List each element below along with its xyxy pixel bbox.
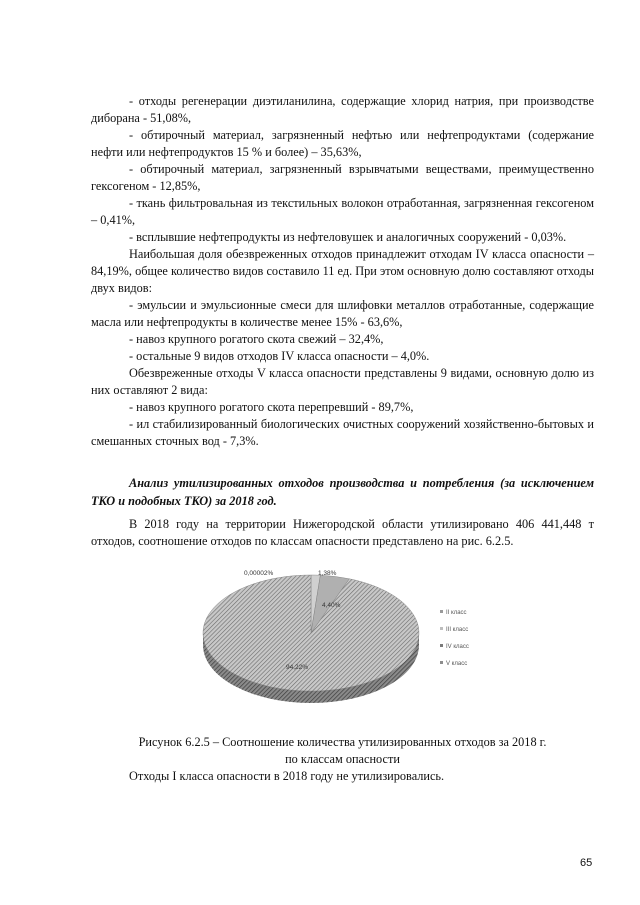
caption-line-2: по классам опасности (285, 752, 400, 766)
paragraph: - эмульсии и эмульсионные смеси для шлифовки металлов отработанные, содержащие масла или нефтепродукты в количестве менее 15% - 63,6%, (91, 298, 594, 329)
paragraph: - ткань фильтровальная из текстильных волокон отработанная, загрязненная гексогеном – 0,41%, (91, 196, 594, 227)
paragraph: - навоз крупного рогатого скота свежий – 32,4%, (129, 332, 384, 346)
paragraph: - обтирочный материал, загрязненный нефтью или нефтепродуктами (содержание нефти или нефтепродуктов 15 % и более) – 35,63%, (91, 128, 594, 159)
pie-chart-svg (196, 561, 496, 731)
legend-marker (440, 661, 443, 664)
paragraph: - отходы регенерации диэтиланилина, содержащие хлорид натрия, при производстве диборана - 51,08%, (91, 94, 594, 125)
pie-data-label: 4,40% (322, 602, 341, 609)
paragraph: - ил стабилизированный биологических очистных сооружений хозяйственно-бытовых и смешанных сточных вод - 7,3%. (91, 417, 594, 448)
legend-label: II класс (446, 610, 467, 616)
legend-marker (440, 627, 443, 630)
paragraph: - навоз крупного рогатого скота перепревший - 89,7%, (129, 400, 414, 414)
pie-data-label: 0,00002% (244, 570, 274, 577)
page-number: 65 (580, 857, 593, 869)
section-heading: Анализ утилизированных отходов производства и потребления (за исключением ТКО и подобных ТКО) за 2018 год. (91, 476, 594, 508)
paragraph: - обтирочный материал, загрязненный взрывчатыми веществами, преимущественно гексогеном - 12,85%, (91, 162, 594, 193)
caption-line-1: Рисунок 6.2.5 – Соотношение количества утилизированных отходов за 2018 г. (138, 735, 547, 749)
paragraph: Наибольшая доля обезвреженных отходов принадлежит отходам IV класса опасности – 84,19%, общее количество видов составило 11 ед. При этом основную долю составляют отходы двух видов: (91, 247, 594, 295)
pie-slice (203, 575, 419, 691)
pie-chart (196, 561, 496, 731)
legend-label: III класс (446, 627, 469, 633)
legend-label: V класс (446, 661, 468, 667)
intro-paragraph: В 2018 году на территории Нижегородской области утилизировано 406 441,448 т отходов, соотношение отходов по классам опасности представлено на рис. 6.2.5. (91, 517, 594, 548)
pie-data-label: 94,22% (286, 664, 309, 671)
paragraph: - остальные 9 видов отходов IV класса опасности – 4,0%. (129, 349, 430, 363)
figure-caption (91, 734, 594, 768)
legend-marker (440, 610, 443, 613)
intro-text (91, 516, 594, 550)
pie-data-label: 1,38% (318, 570, 337, 577)
legend-label: IV класс (446, 644, 469, 650)
after-paragraph: Отходы I класса опасности в 2018 году не утилизировались. (129, 769, 445, 783)
legend-marker (440, 644, 443, 647)
paragraph: - всплывшие нефтепродукты из нефтеловушек и аналогичных сооружений - 0,03%. (129, 230, 567, 244)
paragraph: Обезвреженные отходы V класса опасности представлены 9 видами, основную долю из них оставляют 2 вида: (91, 366, 594, 397)
body-text (91, 93, 594, 450)
